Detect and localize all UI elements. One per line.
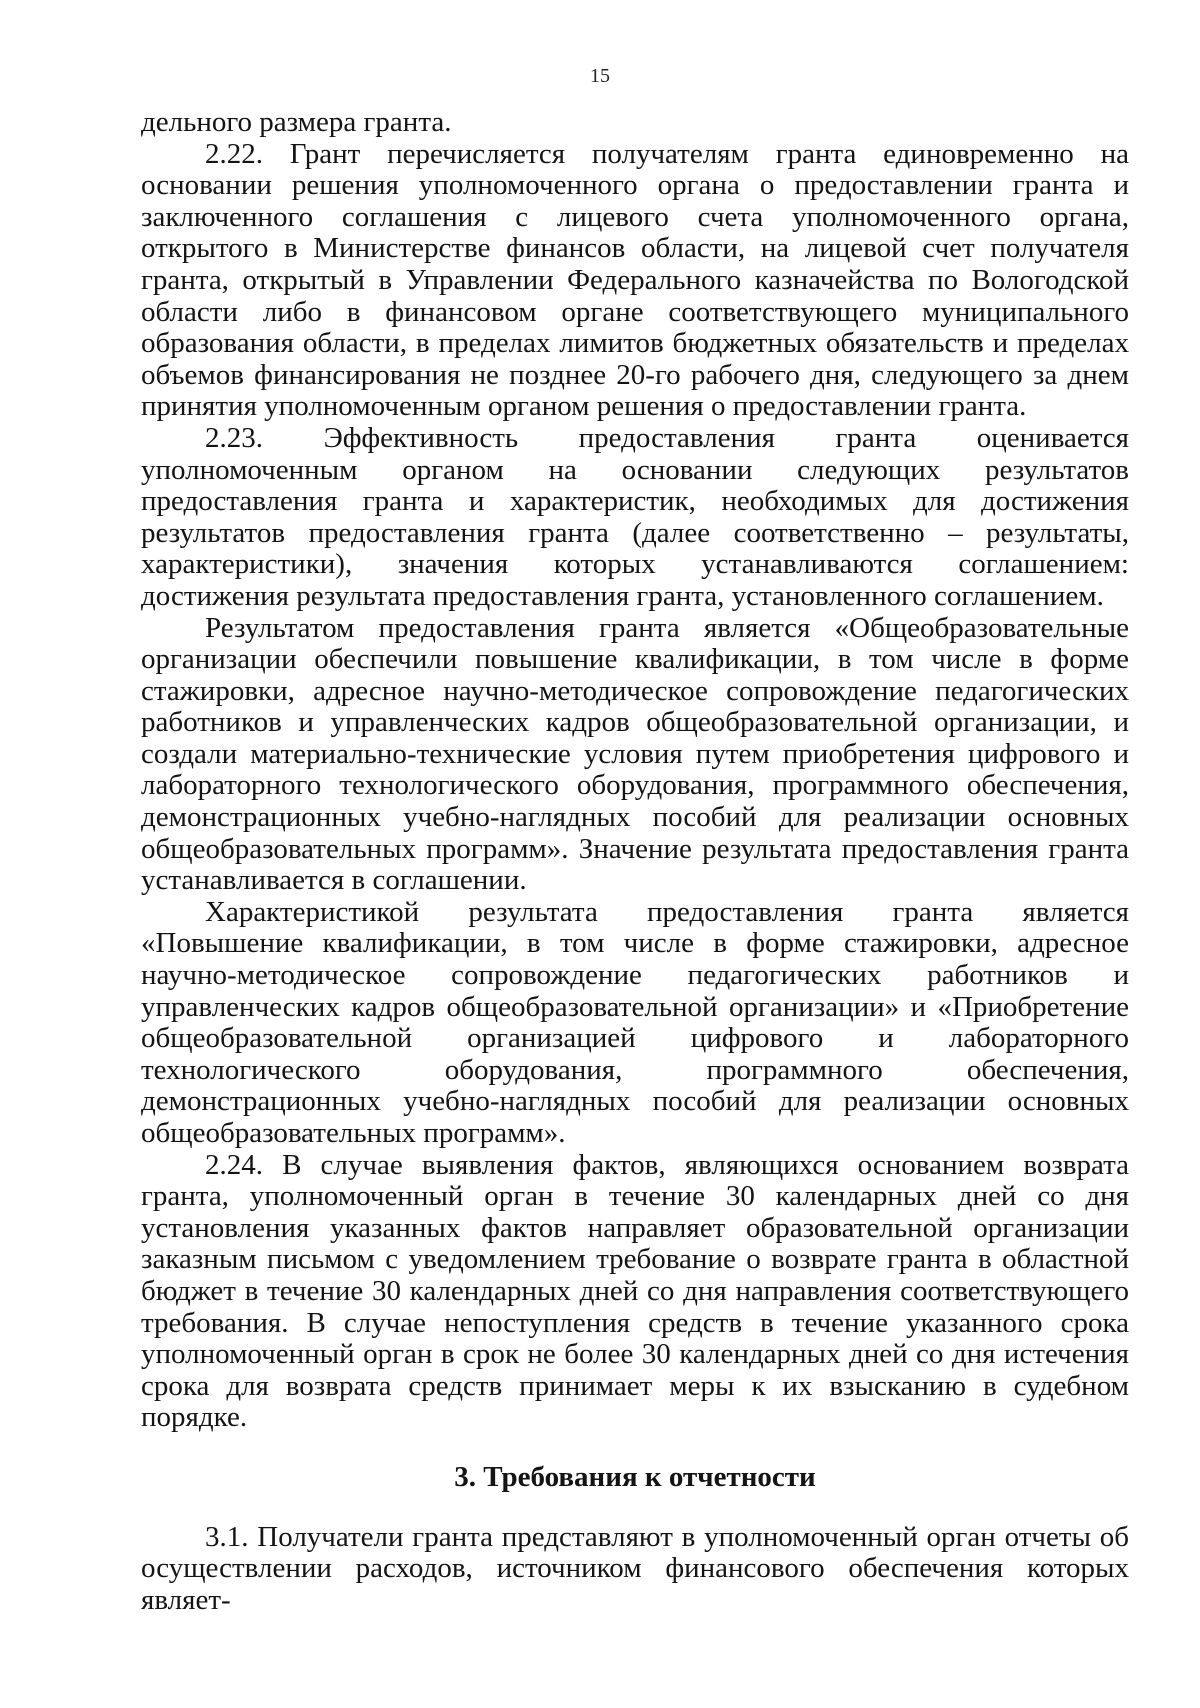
paragraph-characteristic: Характеристикой результата предоставления гранта является «Повышение квалификации, в том числе в форме стажировки, адресное научно-методическое сопровождение педагогических работников и управленческих кадров общеобразовательной организации» и «Приобретение общеобразовательной организацией цифрового и лабораторного технологического оборудования, программного обеспечения, демонстрационных учебно-наглядных пособий для реализации основных общеобразовательных программ». — [141, 895, 1129, 1149]
paragraph-continuation: дельного размера гранта. — [141, 106, 452, 138]
document-body — [141, 107, 1129, 1616]
paragraph-2-22: 2.22. Грант перечисляется получателям гранта единовременно на основании решения уполномоченного органа о предоставлении гранта и заключенного соглашения с лицевого счета уполномоченного органа, открытого в Министерстве финансов области, на лицевой счет получателя гранта, открытый в Управлении Федерального казначейства по Вологодской области либо в финансовом органе соответствующего муниципального образования области, в пределах лимитов бюджетных обязательств и пределах объемов финансирования не позднее 20-го рабочего дня, следующего за днем принятия уполномоченным органом решения о предоставлении гранта. — [141, 137, 1129, 423]
paragraph-2-23: 2.23. Эффективность предоставления гранта оценивается уполномоченным органом на основании следующих результатов предоставления гранта и характеристик, необходимых для достижения результатов предоставления гранта (далее соответственно – результаты, характеристики), значения которых устанавливаются соглашением: достижения результата предоставления гранта, установленного соглашением. — [141, 421, 1129, 612]
paragraph-3-1: 3.1. Получатели гранта представляют в уполномоченный орган отчеты об осуществлении расходов, источником финансового обеспечения которых являет- — [141, 1520, 1129, 1616]
paragraph-result: Результатом предоставления гранта является «Общеобразовательные организации обеспечили повышение квалификации, в том числе в форме стажировки, адресное научно-методическое сопровождение педагогических работников и управленческих кадров общеобразовательной организации, и создали материально-технические условия путем приобретения цифрового и лабораторного технологического оборудования, программного обеспечения, демонстрационных учебно-наглядных пособий для реализации основных общеобразовательных программ». Значение результата предоставления гранта устанавливается в соглашении. — [141, 611, 1129, 897]
section-heading: 3. Требования к отчетности — [454, 1460, 816, 1493]
paragraph-2-24: 2.24. В случае выявления фактов, являющихся основанием возврата гранта, уполномоченный орган в течение 30 календарных дней со дня установления указанных фактов направляет образовательной организации заказным письмом с уведомлением требование о возврате гранта в областной бюджет в течение 30 календарных дней со дня направления соответствующего требования. В случае непоступления средств в течение указанного срока уполномоченный орган в срок не более 30 календарных дней со дня истечения срока для возврата средств принимает меры к их взысканию в судебном порядке. — [141, 1148, 1129, 1434]
page-number: 15 — [590, 65, 610, 87]
